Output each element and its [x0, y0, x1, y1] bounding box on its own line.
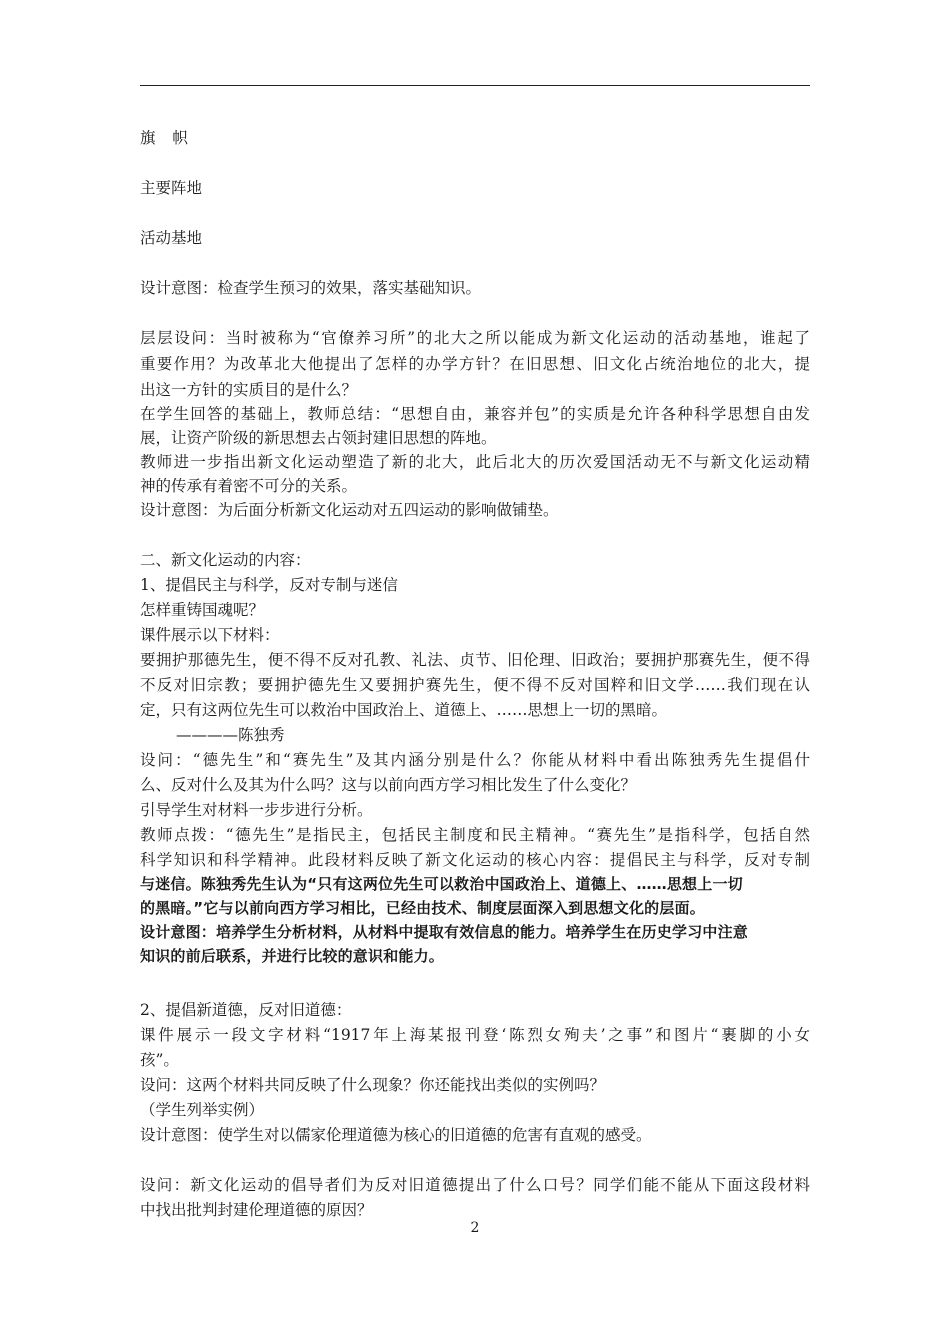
- design-intent-2: 设计意图：为后面分析新文化运动对五四运动的影响做铺垫。: [140, 501, 559, 519]
- paragraph-line: 孩”。: [140, 1051, 179, 1069]
- heading-main-position: 主要阵地: [140, 179, 203, 197]
- paragraph-line: 展，让资产阶级的新思想去占领封建旧思想的阵地。: [140, 429, 497, 447]
- paragraph-line: 教师点拨：“德先生”是指民主，包括民主制度和民主精神。“赛先生”是指科学，包括自然: [140, 826, 810, 844]
- paragraph-line: （学生列举实例）: [140, 1101, 265, 1119]
- paragraph-line: 教师进一步指出新文化运动塑造了新的北大，此后北大的历次爱国活动无不与新文化运动精: [140, 453, 810, 471]
- heading-flag: 旗 帜: [140, 129, 194, 147]
- paragraph-line: 设问：新文化运动的倡导者们为反对旧道德提出了什么口号？同学们能不能从下面这段材料: [140, 1176, 810, 1194]
- paragraph-line: 课件展示一段文字材料“1917年上海某报刊登‘陈烈女殉夫’之事”和图片“裹脚的小女: [140, 1026, 810, 1044]
- quote-line: 定，只有这两位先生可以救治中国政治上、道德上、……思想上一切的黑暗。: [140, 701, 668, 719]
- subsection-heading-2: 2、提倡新道德，反对旧道德：: [140, 1001, 352, 1019]
- header-rule: [140, 85, 810, 86]
- paragraph-line: 课件展示以下材料：: [140, 626, 280, 644]
- paragraph-line: 设问：“德先生”和“赛先生”及其内涵分别是什么？你能从材料中看出陈独秀先生提倡什: [140, 751, 810, 769]
- subsection-heading-1: 1、提倡民主与科学，反对专制与迷信: [140, 576, 398, 594]
- paragraph-line: 重要作用？为改革北大他提出了怎样的办学方针？在旧思想、旧文化占统治地位的北大，提: [140, 355, 810, 373]
- quote-line: 要拥护那德先生，便不得不反对孔教、礼法、贞节、旧伦理、旧政治；要拥护那赛先生，便不得: [140, 651, 810, 669]
- quote-line: 不反对旧宗教；要拥护德先生又要拥护赛先生，便不得不反对国粹和旧文学……我们现在认: [140, 676, 810, 694]
- paragraph-line: 神的传承有着密不可分的关系。: [140, 477, 358, 495]
- paragraph-line: 设问：这两个材料共同反映了什么现象？你还能找出类似的实例吗？: [140, 1076, 606, 1094]
- paragraph-line: 中找出批判封建伦理道德的原因？: [140, 1201, 373, 1219]
- page-number: 2: [470, 1220, 480, 1236]
- paragraph-line-bold: 的黑暗。”它与以前向西方学习相比，已经由技术、制度层面深入到思想文化的层面。: [140, 899, 705, 917]
- section-heading-2: 二、新文化运动的内容：: [140, 551, 311, 569]
- design-intent-1: 设计意图：检查学生预习的效果，落实基础知识。: [140, 279, 482, 297]
- paragraph-line: 在学生回答的基础上，教师总结：“思想自由，兼容并包”的实质是允许各种科学思想自由发: [140, 405, 810, 423]
- design-intent-4: 设计意图：使学生对以儒家伦理道德为核心的旧道德的危害有直观的感受。: [140, 1126, 652, 1144]
- paragraph-line-bold: 与迷信。陈独秀先生认为“只有这两位先生可以救治中国政治上、道德上、……思想上一切: [140, 875, 743, 893]
- paragraph-line: 怎样重铸国魂呢？: [140, 601, 265, 619]
- paragraph-line: 引导学生对材料一步步进行分析。: [140, 801, 373, 819]
- design-intent-3: 设计意图：培养学生分析材料，从材料中提取有效信息的能力。培养学生在历史学习中注意: [140, 923, 749, 941]
- heading-activity-base: 活动基地: [140, 229, 203, 247]
- paragraph-line: 科学知识和科学精神。此段材料反映了新文化运动的核心内容：提倡民主与科学，反对专制: [140, 851, 810, 869]
- design-intent-3-cont: 知识的前后联系，并进行比较的意识和能力。: [140, 947, 445, 965]
- paragraph-line: 么、反对什么及其为什么吗？这与以前向西方学习相比发生了什么变化？: [140, 776, 637, 794]
- quote-attribution: ————陈独秀: [176, 726, 285, 744]
- paragraph-line: 层层设问：当时被称为“官僚养习所”的北大之所以能成为新文化运动的活动基地，谁起了: [140, 329, 810, 347]
- paragraph-line: 出这一方针的实质目的是什么？: [140, 381, 358, 399]
